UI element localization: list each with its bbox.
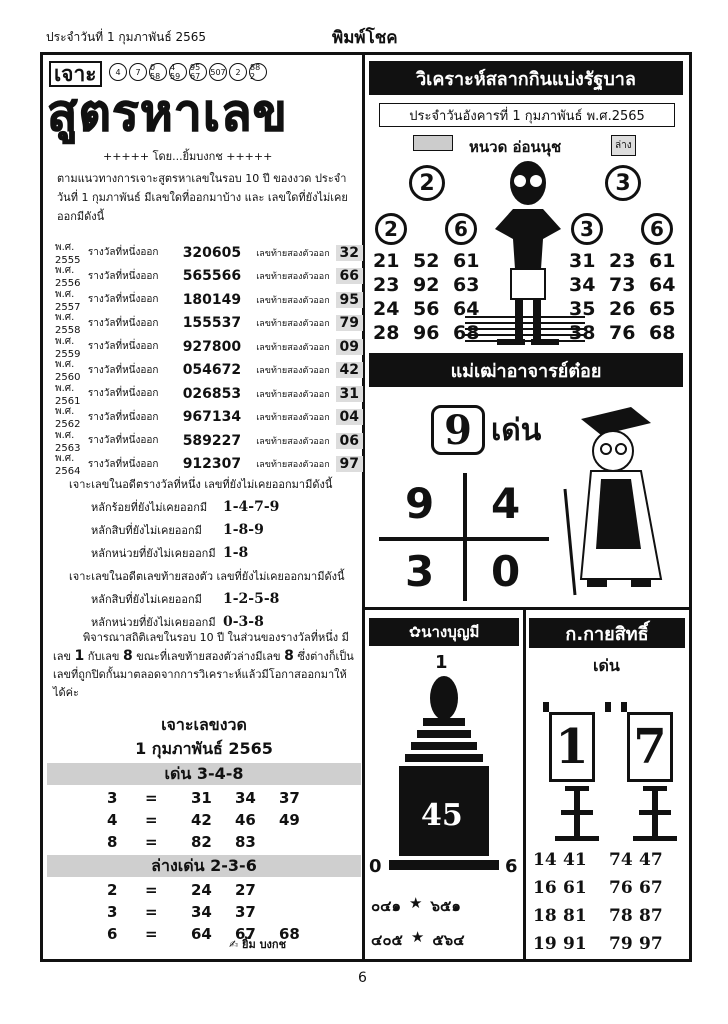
drill-key: 3 — [107, 903, 118, 921]
kayasit-value: 47 — [639, 850, 663, 870]
flower-icon: ✿ — [408, 623, 422, 641]
star-icon: ★ — [409, 894, 423, 912]
grid-right — [569, 249, 689, 345]
title-ball: 4 59 — [169, 63, 187, 81]
thai-number-row: ๐๔๑ ★ ๖๕๑ — [371, 894, 461, 918]
history-two-digit: 06 — [336, 433, 363, 449]
drill-key: 4 — [107, 811, 118, 829]
history-year: พ.ศ. 2564 — [55, 453, 81, 478]
kayasit-value: 91 — [563, 934, 587, 954]
kayasit-value: 41 — [563, 850, 587, 870]
pagoda-icon — [379, 676, 509, 876]
history-last-label: เลขท้ายสองตัวออก — [256, 413, 330, 424]
pagoda-center-number: 45 — [421, 798, 463, 833]
page-number: 6 — [358, 970, 367, 986]
cross-number: 3 — [405, 547, 435, 596]
mae-title: แม่เฒ่าอาจารย์ต๋อย — [369, 353, 683, 387]
history-two-digit: 66 — [336, 268, 363, 284]
history-two-digit: 32 — [336, 245, 363, 261]
title-ball: 0 58 — [149, 63, 167, 81]
grid-row — [373, 273, 493, 297]
history-last-label: เลขท้ายสองตัวออก — [256, 319, 330, 330]
grid-value: 76 — [609, 322, 636, 344]
history-label: รางวัลที่หนึ่งออก — [87, 388, 159, 400]
equals-sign: = — [145, 881, 158, 899]
history-last-label: เลขท้ายสองตัวออก — [256, 342, 330, 353]
history-year: พ.ศ. 2558 — [55, 312, 81, 337]
drill-row — [43, 809, 365, 831]
drill-key: 8 — [107, 833, 118, 851]
ball-left-b: 6 — [445, 213, 477, 245]
history-year: พ.ศ. 2561 — [55, 382, 81, 407]
equals-sign: = — [145, 789, 158, 807]
history-year: พ.ศ. 2560 — [55, 359, 81, 384]
kayasit-value: 14 — [533, 850, 557, 870]
ball-right-a: 3 — [571, 213, 603, 245]
history-row — [55, 335, 363, 359]
history-label: รางวัลที่หนึ่งออก — [87, 341, 159, 353]
signature: ✍ ยิ้ม บงกช — [229, 938, 287, 951]
history-label: รางวัลที่หนึ่งออก — [87, 270, 159, 282]
grid-row — [569, 249, 689, 273]
history-first-prize: 589227 — [182, 432, 242, 449]
history-row — [55, 241, 363, 265]
never-row: หลักร้อยที่ยังไม่เคยออกมี 1-4-7-9 — [91, 499, 280, 515]
kayasit-value: 81 — [563, 906, 587, 926]
drill-key: 2 — [107, 881, 118, 899]
drill-date: 1 กุมภาพันธ์ 2565 — [135, 739, 273, 758]
issue-date-header: ประจำวันที่ 1 กุมภาพันธ์ 2565 — [46, 30, 207, 44]
drill-value: 37 — [279, 789, 300, 807]
drill-value: 24 — [191, 881, 212, 899]
grid-left — [373, 249, 493, 345]
byline: +++++ โดย...ยิ้มบงกช +++++ — [103, 150, 273, 163]
drill-key: 3 — [107, 789, 118, 807]
drill-title: เจาะเลขงวด — [161, 715, 247, 734]
easel-number: 1 — [549, 712, 595, 782]
low-tag: ล่าง — [611, 135, 636, 156]
cross-number: 9 — [405, 479, 435, 528]
grid-value: 38 — [569, 322, 596, 344]
grid-value: 61 — [649, 250, 676, 272]
grid-value: 63 — [453, 274, 480, 296]
never-row: หลักสิบที่ยังไม่เคยออกมี 1-8-9 — [91, 522, 264, 538]
history-last-label: เลขท้ายสองตัวออก — [256, 248, 330, 259]
kayasit-value: 61 — [563, 878, 587, 898]
history-last-label: เลขท้ายสองตัวออก — [256, 389, 330, 400]
title-ball: 2 — [229, 63, 247, 81]
draw-drill-box — [43, 713, 365, 945]
grid-value: 65 — [649, 298, 676, 320]
grid-value: 21 — [373, 250, 400, 272]
history-year: พ.ศ. 2559 — [55, 335, 81, 360]
publication-name: พิมพ์โชค — [332, 28, 398, 48]
kayasit-value: 76 — [609, 878, 633, 898]
lead-word: เด่น — [491, 413, 542, 448]
equals-sign: = — [145, 833, 158, 851]
thai-number-row: ๔๐๕ ★ ๕๖๔ — [371, 928, 465, 952]
never-row: หลักหน่วยที่ยังไม่เคยออกมี 0-3-8 — [91, 614, 264, 630]
history-first-prize: 565566 — [182, 268, 242, 285]
history-label: รางวัลที่หนึ่งออก — [87, 294, 159, 306]
grid-row — [569, 297, 689, 321]
easel-stand-icon — [535, 682, 685, 844]
history-two-digit: 79 — [336, 315, 363, 331]
grid-value: 34 — [569, 274, 596, 296]
lower-lead-bar: ล่างเด่น 2-3-6 — [47, 855, 361, 877]
history-label: รางวัลที่หนึ่งออก — [87, 317, 159, 329]
history-row — [55, 288, 363, 312]
grid-value: 68 — [453, 322, 480, 344]
drill-value: 67 — [235, 925, 256, 943]
drill-value: 68 — [279, 925, 300, 943]
kayasit-value: 87 — [639, 906, 663, 926]
grid-row — [569, 273, 689, 297]
drill-value: 42 — [191, 811, 212, 829]
analysis-title: วิเคราะห์สลากกินแบ่งรัฐบาล — [369, 61, 683, 95]
grid-value: 64 — [649, 274, 676, 296]
history-year: พ.ศ. 2563 — [55, 429, 81, 454]
history-last-label: เลขท้ายสองตัวออก — [256, 366, 330, 377]
title-ball: 88 2 — [249, 63, 267, 81]
drill-value: 34 — [191, 903, 212, 921]
upper-lead-bar: เด่น 3-4-8 — [47, 763, 361, 785]
history-first-prize: 927800 — [182, 338, 242, 355]
easel-number: 7 — [627, 712, 673, 782]
drill-row — [43, 879, 365, 901]
history-last-label: เลขท้ายสองตัวออก — [256, 460, 330, 471]
history-two-digit: 95 — [336, 292, 363, 308]
kayasit-lead-word: เด่น — [593, 656, 620, 675]
history-last-label: เลขท้ายสองตัวออก — [256, 436, 330, 447]
ball-left-a: 2 — [375, 213, 407, 245]
title-ball: 4 — [109, 63, 127, 81]
number-cross — [379, 473, 549, 601]
cross-number: 0 — [491, 547, 521, 596]
pagoda-left-number: 0 — [369, 856, 382, 877]
never-row: หลักหน่วยที่ยังไม่เคยออกมี 1-8 — [91, 545, 249, 561]
history-label: รางวัลที่หนึ่งออก — [87, 435, 159, 447]
kayasit-row — [533, 930, 669, 958]
pagoda-right-number: 6 — [505, 856, 518, 877]
lead-number: 9 — [431, 405, 485, 455]
never-first-title: เจาะเลขในอดีตรางวัลที่หนึ่ง เลขที่ยังไม่เคยออกมามีดังนี้ — [69, 478, 333, 491]
history-row — [55, 312, 363, 336]
kayasit-value: 79 — [609, 934, 633, 954]
history-row — [55, 429, 363, 453]
title-ball: 7 — [129, 63, 147, 81]
grid-row — [373, 297, 493, 321]
grid-value: 64 — [453, 298, 480, 320]
grid-value: 52 — [413, 250, 440, 272]
history-label: รางวัลที่หนึ่งออก — [87, 364, 159, 376]
kayasit-row — [533, 902, 669, 930]
bottom-section — [365, 607, 689, 959]
title-ball: 95 67 — [189, 63, 207, 81]
grid-value: 92 — [413, 274, 440, 296]
drill-value: 64 — [191, 925, 212, 943]
grid-value: 73 — [609, 274, 636, 296]
history-last-label: เลขท้ายสองตัวออก — [256, 272, 330, 283]
drill-row — [43, 831, 365, 853]
history-two-digit: 42 — [336, 362, 363, 378]
history-row — [55, 265, 363, 289]
nangbunmee-title: ✿ นางบุญมี — [369, 618, 519, 646]
grey-tag — [413, 135, 453, 151]
history-label: รางวัลที่หนึ่งออก — [87, 247, 159, 259]
history-first-prize: 155537 — [182, 315, 242, 332]
kayasit-value: 16 — [533, 878, 557, 898]
grid-value: 31 — [569, 250, 596, 272]
formula-column — [43, 55, 365, 959]
formula-title: สูตรหาเลข — [47, 84, 288, 142]
history-row — [55, 406, 363, 430]
analysis-column — [365, 55, 689, 959]
drill-row — [43, 923, 365, 945]
history-two-digit: 31 — [336, 386, 363, 402]
history-label: รางวัลที่หนึ่งออก — [87, 411, 159, 423]
grid-value: 24 — [373, 298, 400, 320]
title-balls — [109, 63, 267, 81]
kayasit-value: 19 — [533, 934, 557, 954]
history-year: พ.ศ. 2556 — [55, 265, 81, 290]
kayasit-value: 97 — [639, 934, 663, 954]
history-two-digit: 04 — [336, 409, 363, 425]
history-first-prize: 026853 — [182, 385, 242, 402]
never-row: หลักสิบที่ยังไม่เคยออกมี 1-2-5-8 — [91, 591, 280, 607]
drill-value: 49 — [279, 811, 300, 829]
history-year: พ.ศ. 2562 — [55, 406, 81, 431]
analyst-name: หนวด อ่อนนุช — [469, 138, 562, 156]
history-first-prize: 967134 — [182, 409, 242, 426]
kayasit-grid — [533, 846, 669, 958]
pagoda-top-number: 1 — [435, 652, 448, 673]
drill-row — [43, 787, 365, 809]
page-frame — [40, 52, 692, 962]
grid-row — [373, 249, 493, 273]
intro-text: ตามแนวทางการเจาะสูตรหาเลขในรอบ 10 ปี ของงวด ประจำวันที่ 1 กุมภาพันธ์ มีเลขใดที่ออกมาบ้าง และ เลขใดที่ยังไม่เคยออกมีดังนี้ — [57, 172, 348, 223]
title-ball: 507 — [209, 63, 227, 81]
kayasit-title: ก.กายสิทธิ์ — [529, 618, 685, 648]
equals-sign: = — [145, 811, 158, 829]
grid-value: 23 — [609, 250, 636, 272]
grid-value: 23 — [373, 274, 400, 296]
grid-row — [373, 321, 493, 345]
statistics-note: พิจารณาสถิติเลขในรอบ 10 ปี ในส่วนของรางวัลที่หนึ่ง มีเลข 1 กับเลข 8 ขณะที่เลขท้ายสองตัวล่างมีเลข 8 ซึ่งต่างก็เป็นเลขที่ถูกปิดกั้นมาตลอดจากการวิเคราะห์แล้วมีโอกาสออกมาให้ได้ค่ะ — [53, 631, 354, 699]
drill-value: 31 — [191, 789, 212, 807]
drill-value: 27 — [235, 881, 256, 899]
history-label: รางวัลที่หนึ่งออก — [87, 458, 159, 470]
history-first-prize: 180149 — [182, 291, 242, 308]
history-first-prize: 912307 — [182, 456, 242, 473]
grid-value: 61 — [453, 250, 480, 272]
grid-value: 68 — [649, 322, 676, 344]
history-first-prize: 054672 — [182, 362, 242, 379]
grid-row — [569, 321, 689, 345]
ball-right-b: 6 — [641, 213, 673, 245]
equals-sign: = — [145, 925, 158, 943]
kayasit-row — [533, 846, 669, 874]
drill-tag: เจาะ — [49, 61, 102, 87]
kayasit-value: 67 — [639, 878, 663, 898]
history-year: พ.ศ. 2557 — [55, 288, 81, 313]
drill-row — [43, 901, 365, 923]
kayasit-row — [533, 874, 669, 902]
history-row — [55, 359, 363, 383]
drill-value: 37 — [235, 903, 256, 921]
grid-value: 28 — [373, 322, 400, 344]
ball-right-top: 3 — [605, 165, 641, 201]
history-first-prize: 320605 — [182, 244, 242, 261]
grid-value: 26 — [609, 298, 636, 320]
history-table — [55, 241, 363, 476]
history-last-label: เลขท้ายสองตัวออก — [256, 295, 330, 306]
ball-left-top: 2 — [409, 165, 445, 201]
never-two-title: เจาะเลขในอดีตเลขท้ายสองตัว เลขที่ยังไม่เคยออกมามีดังนี้ — [69, 570, 345, 583]
grid-value: 35 — [569, 298, 596, 320]
drill-value: 82 — [191, 833, 212, 851]
grid-value: 56 — [413, 298, 440, 320]
history-two-digit: 97 — [336, 456, 363, 472]
history-two-digit: 09 — [336, 339, 363, 355]
grid-value: 96 — [413, 322, 440, 344]
drill-key: 6 — [107, 925, 118, 943]
history-year: พ.ศ. 2555 — [55, 241, 81, 266]
drill-value: 83 — [235, 833, 256, 851]
cross-number: 4 — [491, 479, 521, 528]
history-row — [55, 382, 363, 406]
old-teacher-cartoon-icon — [551, 399, 683, 599]
star-icon: ★ — [410, 928, 425, 946]
drill-value: 34 — [235, 789, 256, 807]
never-drawn-section — [69, 473, 345, 634]
kayasit-value: 18 — [533, 906, 557, 926]
equals-sign: = — [145, 903, 158, 921]
drill-value: 46 — [235, 811, 256, 829]
kayasit-value: 78 — [609, 906, 633, 926]
analysis-date: ประจำวันอังคารที่ 1 กุมภาพันธ์ พ.ศ.2565 — [379, 103, 675, 127]
kayasit-value: 74 — [609, 850, 633, 870]
